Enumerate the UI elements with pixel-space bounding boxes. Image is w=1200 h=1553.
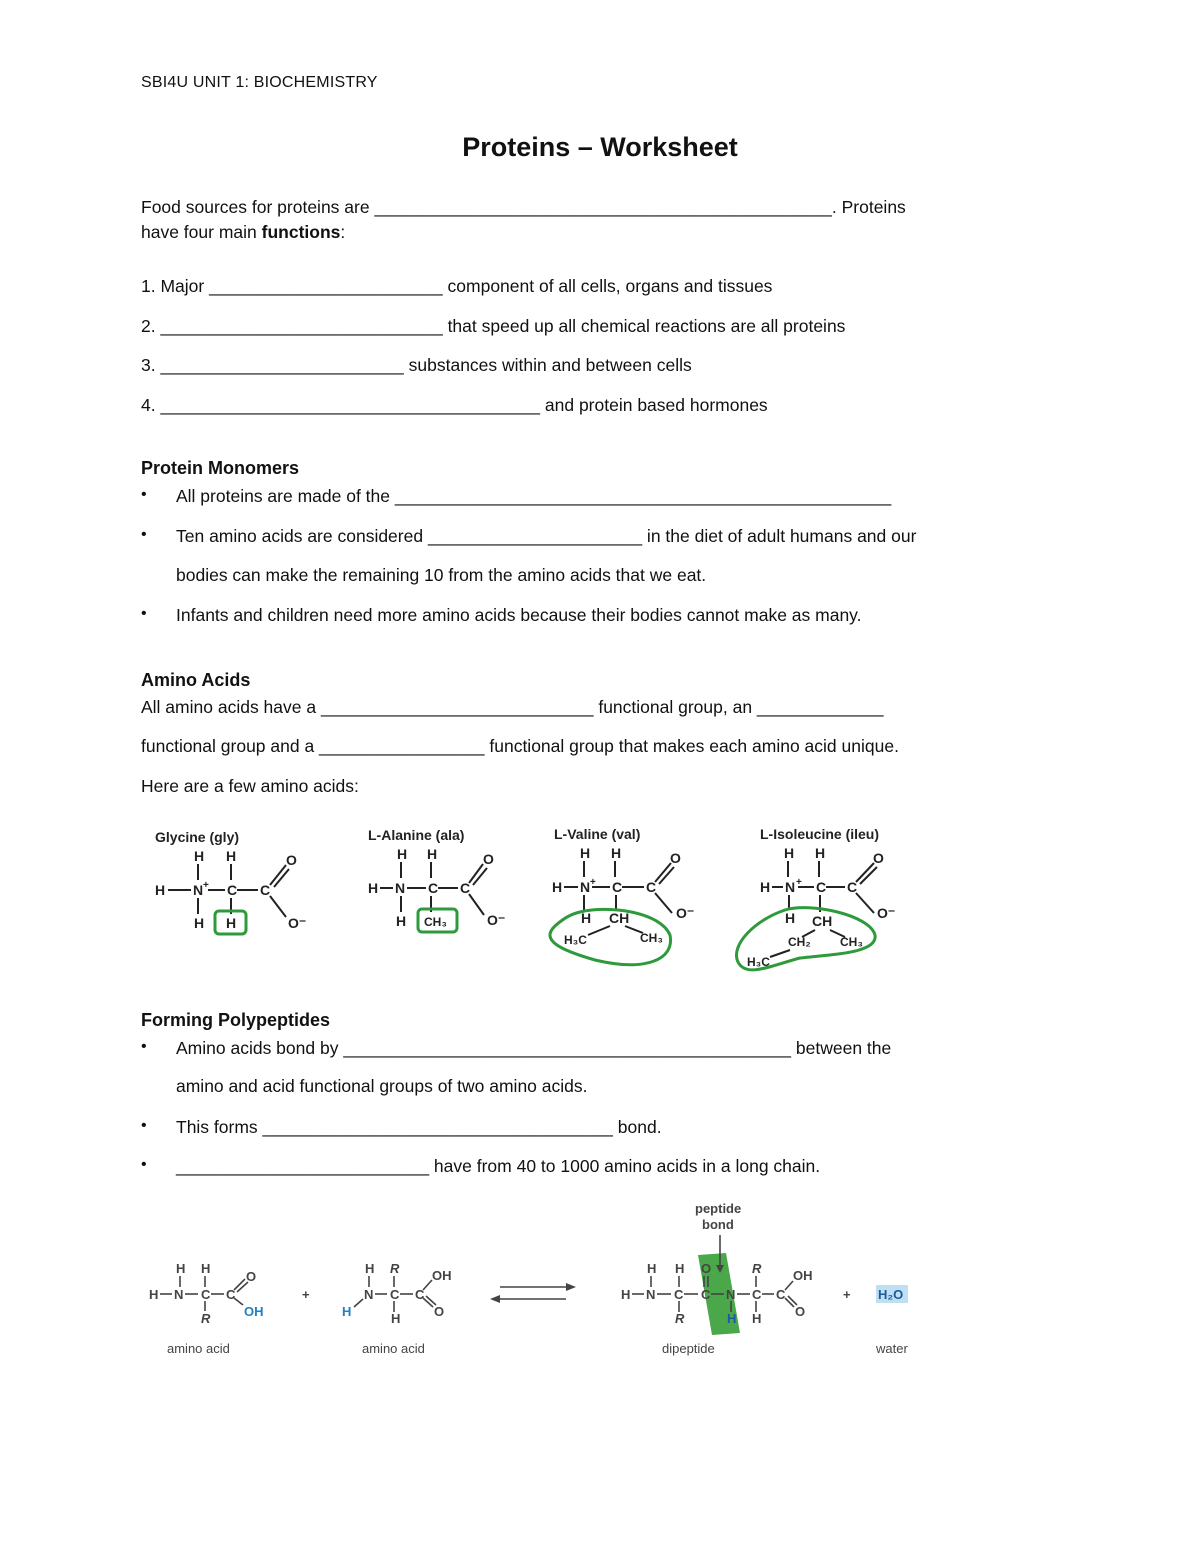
atom-h: H [580,845,591,861]
atom-h: H [226,848,237,864]
atom-n: N [193,882,204,898]
atom-o: O [795,1304,806,1319]
plus-sign: + [843,1287,851,1302]
intro-functions-word: functions [261,222,341,242]
function-item-2: 2. _____________________________ that speed up all chemical reactions are all proteins [141,316,846,336]
atom-c: C [415,1287,425,1302]
group-h3c: H₃C [747,955,770,969]
atom-h: H [427,846,438,862]
atom-n: N [174,1287,184,1302]
r-group: R [390,1261,400,1276]
bullet: • [141,1156,147,1173]
intro-line-1: Food sources for proteins are _______________________________________________. Proteins [141,197,906,217]
atom-c: C [701,1287,711,1302]
atom-c: C [460,880,471,896]
document-header: SBI4U UNIT 1: BIOCHEMISTRY [141,74,378,91]
atom-c: C [227,882,238,898]
atom-o: O [701,1261,712,1276]
atom-o-minus: O⁻ [487,912,506,928]
isoleucine-structure [747,826,895,969]
section-heading-amino-acids: Amino Acids [141,670,251,690]
atom-n: N [785,879,796,895]
atom-n: N [395,880,406,896]
atom-o: O [246,1269,257,1284]
atom-o: O [434,1304,445,1319]
group-ch2: CH₂ [788,935,811,949]
valine-label: L-Valine (val) [554,826,641,842]
atom-h: H [647,1261,657,1276]
atom-o-minus: O⁻ [288,915,307,931]
peptide-bond-label-2: bond [702,1217,734,1232]
forward-arrowhead [566,1283,576,1291]
bullet-text: All proteins are made of the ___________________________________________________ [176,486,892,506]
atom-h: H [784,845,795,861]
bullet-text: This forms ____________________________________ bond. [176,1117,662,1137]
alanine-label: L-Alanine (ala) [368,827,465,843]
atom-h: H [760,879,771,895]
atom-h: H [785,910,796,926]
atom-c: C [226,1287,236,1302]
bullet-continuation: amino and acid functional groups of two amino acids. [176,1076,588,1096]
atom-n: N [580,879,591,895]
group-ch: CH [609,910,630,926]
bullet-text: Amino acids bond by ______________________________________________ between the [176,1038,892,1058]
atom-h: H [194,915,205,931]
reverse-arrowhead [490,1295,500,1303]
alanine-structure [368,827,505,929]
section-heading-forming-polypeptides: Forming Polypeptides [141,1010,331,1030]
page-title: Proteins – Worksheet [462,132,738,162]
atom-h: H [396,913,407,929]
atom-h: H [611,845,622,861]
r-group: R [675,1311,685,1326]
charge-plus: + [796,877,802,888]
atom-h: H [675,1261,685,1276]
atom-h: H [391,1311,401,1326]
atom-o: O [286,852,297,868]
water-formula: H₂O [878,1287,904,1302]
atom-h: H [727,1311,737,1326]
atom-n: N [726,1287,736,1302]
atom-h: H [397,846,408,862]
atom-h: H [365,1261,375,1276]
atom-n: N [646,1287,656,1302]
plus-sign: + [302,1287,310,1302]
atom-c: C [612,879,623,895]
atom-h: H [368,880,379,896]
bullet-text: Ten amino acids are considered ______________________ in the diet of adult humans and our [176,526,917,546]
amino-hydrogen: H [342,1304,352,1319]
bullet-text: __________________________ have from 40 to 1000 amino acids in a long chain. [176,1156,821,1176]
function-item-4: 4. _______________________________________ and protein based hormones [141,395,768,415]
atom-c: C [646,879,657,895]
bullet: • [141,1117,147,1134]
amino-acid-structures-figure [140,820,920,985]
atom-c: C [816,879,827,895]
atom-c: C [260,882,271,898]
amino-acids-line-2: functional group and a _________________ functional group that makes each amino acid unique. [141,736,899,756]
bullet-text: Infants and children need more amino acids because their bodies cannot make as many. [176,605,862,625]
dipeptide-formation-diagram [140,1195,930,1365]
r-group: R [752,1261,762,1276]
atom-h: H [149,1287,159,1302]
atom-o: O [873,850,884,866]
bullet: • [141,605,147,622]
hydroxyl-group: OH [793,1268,813,1283]
atom-c: C [390,1287,400,1302]
group-ch3: CH₃ [640,931,663,945]
function-item-3: 3. _________________________ substances within and between cells [141,355,692,375]
charge-plus: + [590,877,596,888]
bullet: • [141,1038,147,1055]
caption-amino-acid-1: amino acid [167,1341,230,1356]
section-heading-protein-monomers: Protein Monomers [141,458,300,478]
bullet: • [141,526,147,543]
amino-acid-2-structure [342,1261,452,1326]
atom-c: C [674,1287,684,1302]
caption-dipeptide: dipeptide [662,1341,715,1356]
hydroxyl-group: OH [432,1268,452,1283]
intro-line-2-post: : [340,222,346,242]
atom-c: C [847,879,858,895]
atom-h: H [752,1311,762,1326]
atom-h: H [226,915,237,931]
peptide-bond-label-1: peptide [695,1201,742,1216]
atom-h: H [194,848,205,864]
function-item-1: 1. Major ________________________ component of all cells, organs and tissues [141,276,773,296]
hydroxyl-group: OH [244,1304,264,1319]
group-ch3: CH₃ [840,935,863,949]
caption-water: water [876,1341,908,1356]
atom-c: C [428,880,439,896]
glycine-label: Glycine (gly) [155,829,240,845]
atom-h: H [155,882,166,898]
atom-h: H [815,845,826,861]
atom-o-minus: O⁻ [676,905,695,921]
group-ch: CH [812,913,833,929]
bullet: • [141,486,147,503]
atom-h: H [621,1287,631,1302]
amino-acids-line-1: All amino acids have a ____________________________ functional group, an _____________ [141,697,884,717]
charge-plus: + [203,880,209,891]
atom-h: H [552,879,563,895]
atom-h: H [581,910,592,926]
atom-c: C [776,1287,786,1302]
group-h3c: H₃C [564,933,587,947]
atom-h: H [201,1261,211,1276]
atom-h: H [176,1261,186,1276]
intro-line-2-pre: have four main [141,222,262,242]
bullet-continuation: bodies can make the remaining 10 from the amino acids that we eat. [176,565,707,585]
amino-acids-line-3: Here are a few amino acids: [141,776,359,796]
intro-line-2 [141,222,345,243]
group-ch3: CH₃ [424,915,447,929]
isoleucine-label: L-Isoleucine (ileu) [760,826,880,842]
atom-o: O [483,851,494,867]
r-group: R [201,1311,211,1326]
atom-o-minus: O⁻ [877,905,896,921]
atom-n: N [364,1287,374,1302]
caption-amino-acid-2: amino acid [362,1341,425,1356]
atom-c: C [201,1287,211,1302]
atom-o: O [670,850,681,866]
atom-c: C [752,1287,762,1302]
